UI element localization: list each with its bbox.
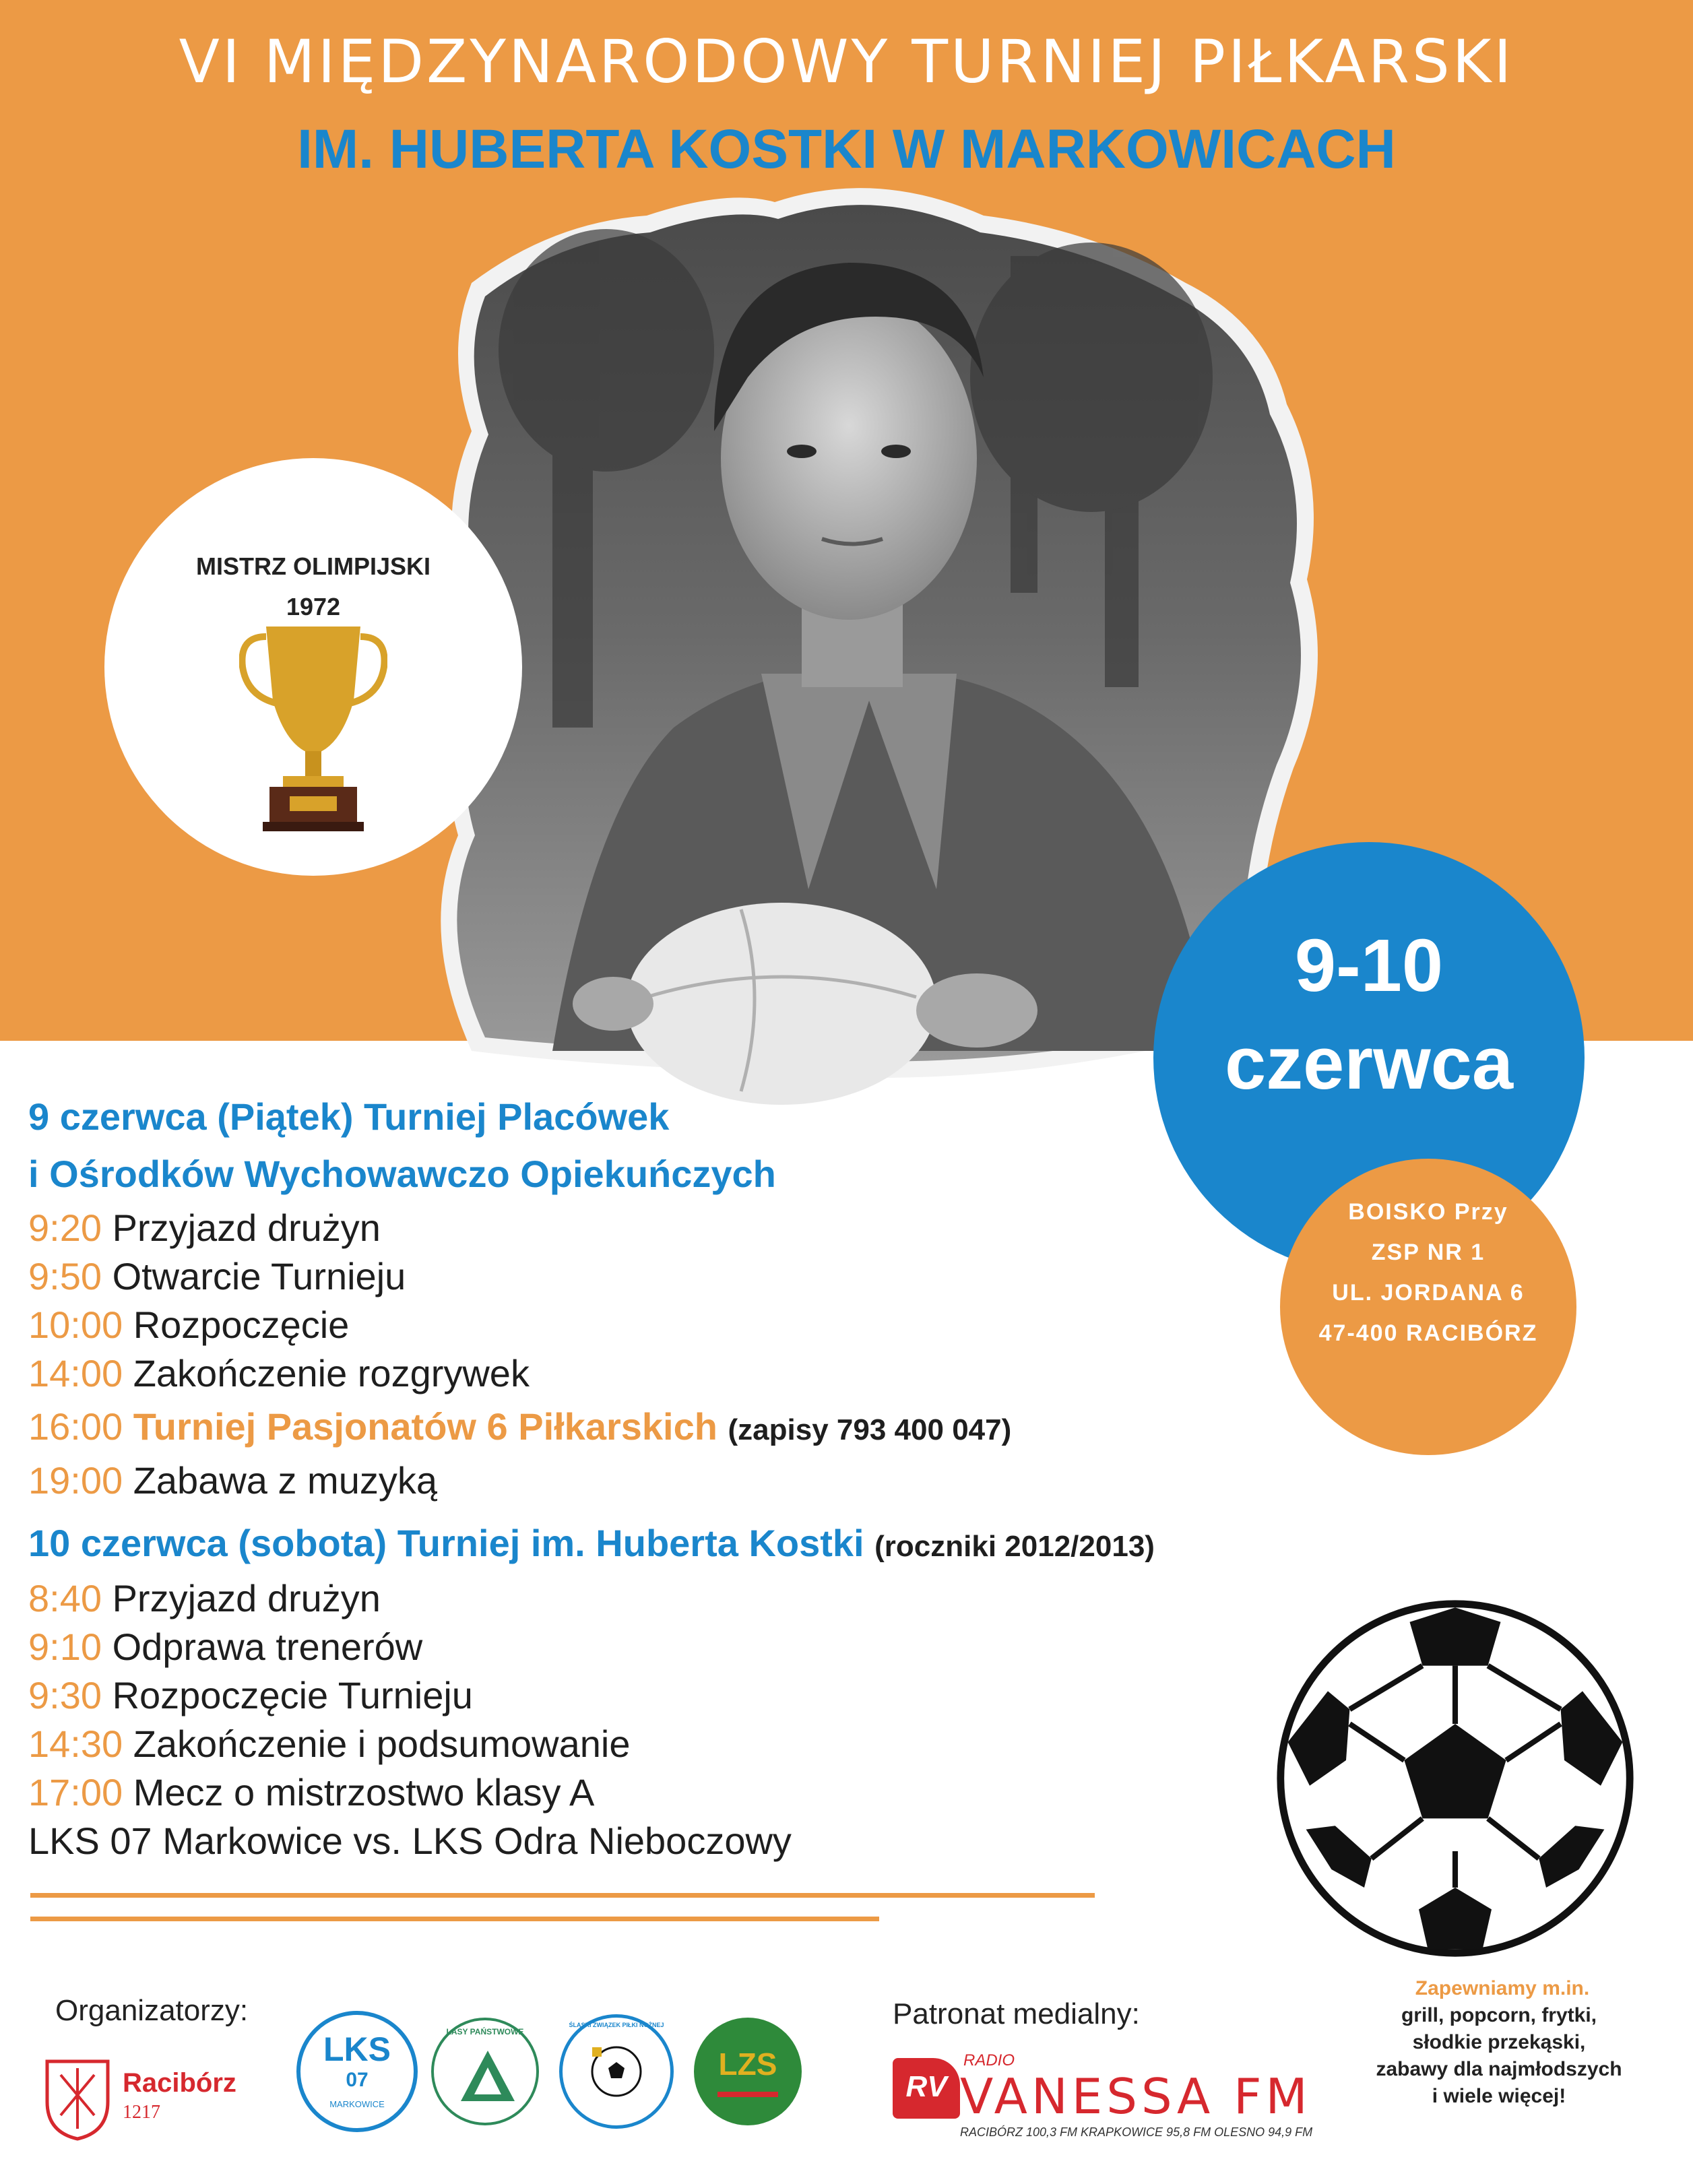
schedule-text: Odprawa trenerów <box>112 1626 423 1668</box>
schedule-text: Otwarcie Turnieju <box>112 1255 406 1297</box>
lasy-panstwowe-logo <box>431 2018 539 2125</box>
slaski-zpn-logo <box>559 2014 674 2129</box>
extras-line: zabawy dla najmłodszych <box>1376 2058 1622 2080</box>
radio-station-name: VANESSA FM <box>960 2068 1312 2125</box>
schedule-time: 19:00 <box>28 1459 123 1502</box>
extras-line: i wiele więcej! <box>1432 2085 1566 2107</box>
schedule-text: Turniej Pasjonatów 6 Piłkarskich <box>133 1405 717 1448</box>
raciborz-logo-name: Racibórz <box>123 2068 236 2098</box>
extras-line: słodkie przekąski, <box>1412 2031 1586 2053</box>
day1-heading-line2: i Ośrodków Wychowawczo Opiekuńczych <box>28 1153 776 1195</box>
venue-line4: 47-400 RACIBÓRZ <box>1318 1320 1538 1346</box>
poster-title-line2: IM. HUBERTA KOSTKI W MARKOWICACH <box>297 119 1396 180</box>
date-badge-days: 9-10 <box>1294 924 1444 1007</box>
schedule-text: Zabawa z muzyką <box>133 1459 437 1502</box>
day2-heading <box>28 1521 1155 1565</box>
schedule-item <box>28 1770 594 1814</box>
venue-line2: ZSP NR 1 <box>1371 1240 1486 1265</box>
lks-logo-letters: LKS <box>323 2030 391 2068</box>
lzs-logo-letters: LZS <box>718 2047 777 2082</box>
schedule-text: Zakończenie i podsumowanie <box>133 1723 631 1765</box>
day2-heading-text: 10 czerwca (sobota) Turniej im. Huberta Kostki <box>28 1522 864 1564</box>
lks-logo-number: 07 <box>346 2069 369 2091</box>
schedule-text: Przyjazd drużyn <box>112 1207 381 1249</box>
schedule-time: 9:50 <box>28 1255 102 1297</box>
radio-label: RADIO <box>963 2051 1015 2069</box>
schedule-text: Mecz o mistrzostwo klasy A <box>133 1771 595 1813</box>
soccer-ball-icon <box>1273 1597 1637 1960</box>
extras-title: Zapewniamy m.in. <box>1415 1977 1590 1999</box>
schedule-text: Przyjazd drużyn <box>112 1577 381 1619</box>
raciborz-logo-year: 1217 <box>123 2102 160 2123</box>
divider <box>30 1893 1095 1898</box>
patronage-label: Patronat medialny: <box>893 1997 1140 2030</box>
schedule-time: 14:30 <box>28 1723 123 1765</box>
schedule-item <box>28 1351 530 1395</box>
schedule-item <box>28 1405 1011 1448</box>
lzs-logo-stripe <box>717 2092 778 2097</box>
schedule-item <box>28 1673 473 1717</box>
schedule-item <box>28 1625 422 1669</box>
schedule-time: 8:40 <box>28 1577 102 1619</box>
raciborz-crest-icon <box>40 2055 115 2142</box>
ball-emblem-icon <box>589 2045 643 2098</box>
tree-icon <box>457 2047 518 2108</box>
schedule-time: 10:00 <box>28 1304 123 1346</box>
poster-title-line1: VI MIĘDZYNARODOWY TURNIEJ PIŁKARSKI <box>179 27 1514 96</box>
radio-mark-letters: RV <box>905 2070 947 2103</box>
radio-frequencies: RACIBÓRZ 100,3 FM KRAPKOWICE 95,8 FM OLESNO 94,9 FM <box>960 2125 1313 2139</box>
venue-line1: BOISKO Przy <box>1348 1199 1508 1225</box>
day1-heading-line1: 9 czerwca (Piątek) Turniej Placówek <box>28 1095 670 1138</box>
schedule-time: 17:00 <box>28 1771 123 1813</box>
radio-vanessa-mark <box>893 2058 960 2119</box>
schedule-item <box>28 1206 381 1250</box>
schedule-text: Rozpoczęcie <box>133 1304 350 1346</box>
trophy-badge-year: 1972 <box>286 593 341 620</box>
trophy-badge-title: MISTRZ OLIMPIJSKI <box>195 552 430 580</box>
schedule-text: Rozpoczęcie Turnieju <box>112 1674 473 1716</box>
schedule-time: 9:10 <box>28 1626 102 1668</box>
day2-heading-note: (roczniki 2012/2013) <box>874 1530 1155 1563</box>
venue-line3: UL. JORDANA 6 <box>1332 1280 1525 1306</box>
schedule-time: 9:20 <box>28 1207 102 1249</box>
match-line: LKS 07 Markowice vs. LKS Odra Nieboczowy <box>28 1820 792 1862</box>
lks-markowice-logo <box>296 2011 418 2132</box>
schedule-note: (zapisy 793 400 047) <box>728 1413 1012 1446</box>
schedule-text: Zakończenie rozgrywek <box>133 1352 530 1394</box>
lzs-logo <box>694 2018 802 2125</box>
extras-line: grill, popcorn, frytki, <box>1401 2004 1597 2026</box>
schedule-time: 16:00 <box>28 1405 123 1448</box>
schedule-time: 9:30 <box>28 1674 102 1716</box>
date-badge-month: czerwca <box>1224 1022 1514 1105</box>
organizers-label: Organizatorzy: <box>55 1994 249 2027</box>
schedule-item <box>28 1303 349 1347</box>
slaski-logo-text: ŚLĄSKI ZWIĄZEK PIŁKI NOŻNEJ <box>569 2022 664 2028</box>
schedule-item <box>28 1576 381 1620</box>
divider <box>30 1917 879 1921</box>
schedule-item <box>28 1722 630 1766</box>
lasy-logo-text: LASY PAŃSTWOWE <box>446 2027 524 2036</box>
lks-logo-town: MARKOWICE <box>329 2099 385 2109</box>
trophy-icon <box>239 620 387 835</box>
schedule-item <box>28 1254 406 1298</box>
schedule-time: 14:00 <box>28 1352 123 1394</box>
schedule-item <box>28 1458 437 1502</box>
